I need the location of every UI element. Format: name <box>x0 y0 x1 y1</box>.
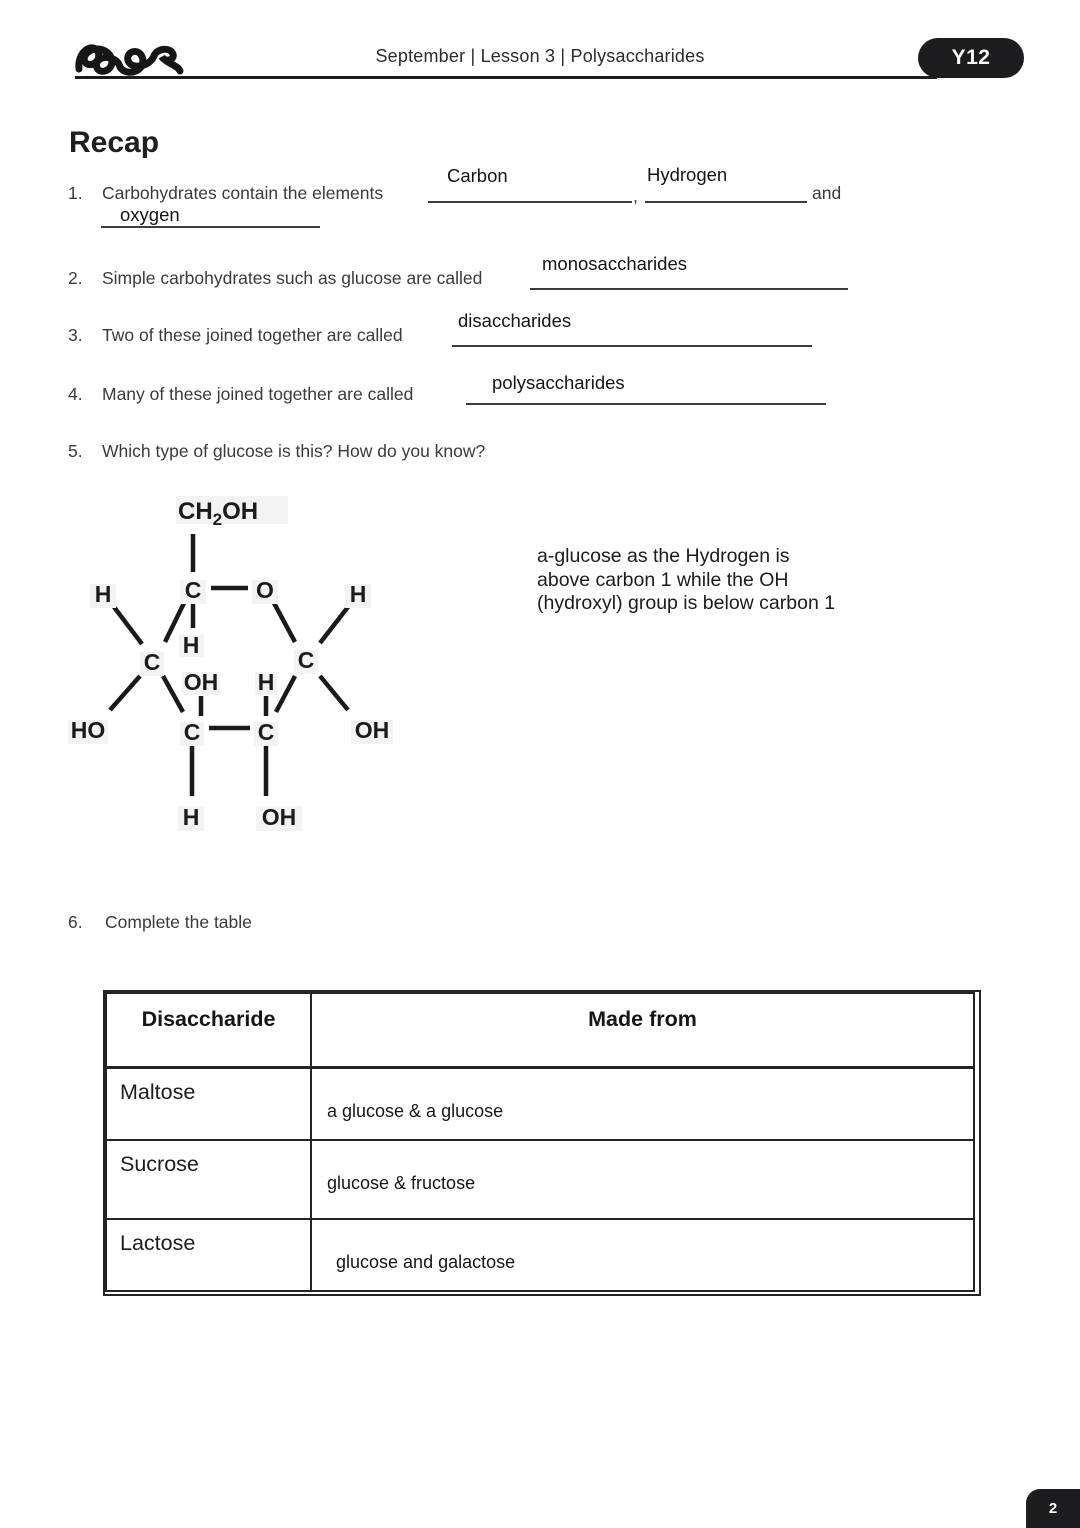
atom-h-far-left: H <box>94 581 112 607</box>
q2-blank <box>530 288 848 290</box>
label-plates <box>68 496 393 831</box>
q2-text: Simple carbohydrates such as glucose are called <box>102 268 483 288</box>
q1-blank-2 <box>645 201 807 203</box>
header-divider <box>75 76 937 79</box>
q1-number: 1. <box>68 183 83 203</box>
q3-number: 3. <box>68 325 83 345</box>
cell-maltose-made: a glucose & a glucose <box>311 1067 974 1140</box>
q1-blank-3 <box>101 226 320 228</box>
q2-answer: monosaccharides <box>542 253 687 274</box>
atom-oh-bottom: OH <box>261 804 297 830</box>
atom-ch2oh: $CH_2OH$ <box>178 498 259 529</box>
q1-answer-carbon: Carbon <box>447 165 508 186</box>
cell-sucrose-made: glucose & fructose <box>311 1140 974 1219</box>
year-group-badge: Y12 <box>918 38 1024 78</box>
alpha-glucose-structure-diagram <box>58 488 408 845</box>
cell-lactose-made: glucose and galactose <box>311 1219 974 1291</box>
atom-h-bottom: H <box>182 804 200 830</box>
q6-number: 6. <box>68 912 83 932</box>
col-header-disaccharide: Disaccharide <box>106 993 311 1067</box>
q6-text: Complete the table <box>105 912 252 932</box>
atom-oh-mid-left: OH <box>183 669 219 695</box>
atom-c-left: C <box>143 649 161 675</box>
q4-blank <box>466 403 826 405</box>
atom-c-bottom-right: C <box>257 719 275 745</box>
q1-answer-hydrogen: Hydrogen <box>647 164 728 185</box>
table-row-lactose <box>106 1219 974 1291</box>
atom-c-top: C <box>184 577 202 603</box>
table-header-row <box>106 993 974 1067</box>
q4-answer: polysaccharides <box>492 372 625 393</box>
cell-sucrose: Sucrose <box>106 1140 311 1219</box>
disaccharide-table <box>105 992 975 1292</box>
atom-h-mid-right: H <box>257 669 275 695</box>
atom-labels <box>71 498 390 830</box>
q5-answer-line-1: a-glucose as the Hydrogen is <box>537 545 790 567</box>
atom-oh-far-right: OH <box>354 717 390 743</box>
atom-o-ring: O <box>256 577 274 603</box>
table-row-sucrose <box>106 1140 974 1219</box>
atom-h-far-right: H <box>349 581 367 607</box>
q1-answer-oxygen: oxygen <box>120 204 180 225</box>
q1-text: Carbohydrates contain the elements <box>102 183 384 203</box>
q2-number: 2. <box>68 268 83 288</box>
q3-text: Two of these joined together are called <box>102 325 403 345</box>
page-number-badge: 2 <box>1026 1489 1080 1528</box>
cell-maltose: Maltose <box>106 1067 311 1140</box>
q5-answer-line-3: (hydroxyl) group is below carbon 1 <box>537 592 836 614</box>
q5-answer <box>537 545 835 616</box>
q5-text: Which type of glucose is this? How do you know? <box>102 441 486 461</box>
q4-text: Many of these joined together are called <box>102 384 414 404</box>
atom-c-bottom-left: C <box>183 719 201 745</box>
atom-ho-far-left: HO <box>70 717 106 743</box>
atom-c-right: C <box>297 647 315 673</box>
q1-and: and <box>812 183 842 203</box>
atom-h-below-c1: H <box>182 632 200 658</box>
q3-blank <box>452 345 812 347</box>
cell-lactose: Lactose <box>106 1219 311 1291</box>
q3-answer: disaccharides <box>458 310 572 331</box>
q5-answer-line-2: above carbon 1 while the OH <box>537 568 789 591</box>
q1-comma: , <box>633 186 638 206</box>
q4-number: 4. <box>68 384 83 404</box>
q1-blank-1 <box>428 201 632 203</box>
col-header-made-from: Made from <box>311 993 974 1067</box>
q5-number: 5. <box>68 441 83 461</box>
table-row-maltose <box>106 1067 974 1140</box>
recap-heading: Recap <box>69 126 160 159</box>
header-title: September | Lesson 3 | Polysaccharides <box>375 46 705 66</box>
